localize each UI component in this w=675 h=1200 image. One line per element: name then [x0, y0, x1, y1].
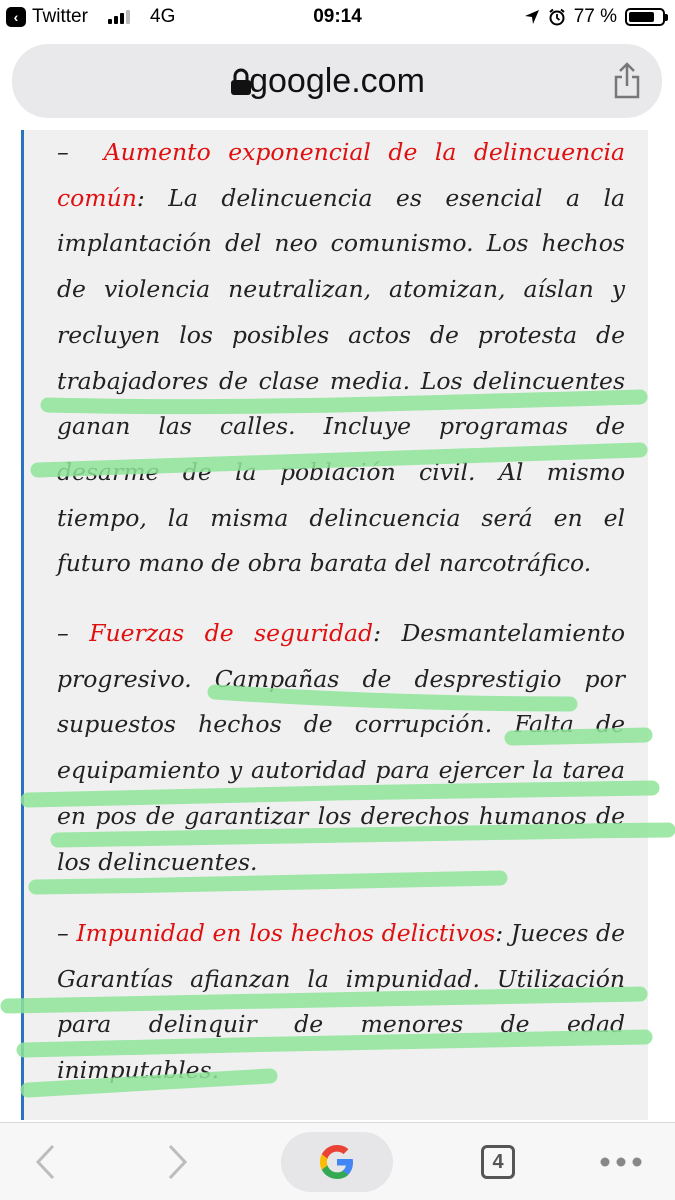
back-app-label: Twitter [32, 6, 88, 27]
article-paragraph [57, 911, 625, 1094]
back-arrow-icon: ‹ [6, 7, 26, 27]
article-paragraph [57, 130, 625, 587]
status-bar [0, 0, 675, 36]
alarm-clock-icon [548, 8, 566, 26]
article-blockquote [21, 130, 648, 1120]
paragraph-body: : Desmantelamiento progresivo. Campañas de desprestigio por supuestos hechos de corrupción. Falta de equipamiento y autoridad para ejercer la tarea en pos de garantizar los derechos humanos de los delincuentes. [57, 619, 625, 876]
google-logo-icon [317, 1142, 357, 1182]
browser-toolbar [0, 1122, 675, 1200]
share-icon[interactable] [612, 62, 642, 100]
clock: 09:14 [313, 6, 362, 27]
article-paragraph [57, 611, 625, 885]
tabs-count: 4 [481, 1145, 515, 1179]
chevron-right-icon [167, 1143, 189, 1181]
chevron-left-icon [34, 1143, 56, 1181]
paragraph-title: Fuerzas de seguridad [89, 619, 374, 647]
network-type: 4G [150, 6, 176, 27]
forward-button[interactable] [153, 1123, 203, 1200]
list-dash: – [57, 138, 69, 166]
back-button[interactable] [20, 1123, 70, 1200]
google-search-button[interactable] [281, 1132, 393, 1192]
paragraph-title: Impunidad en los hechos delictivos [76, 919, 496, 947]
list-dash: – [57, 919, 69, 947]
tabs-button[interactable] [478, 1123, 518, 1200]
location-arrow-icon [524, 9, 540, 25]
url-text: google.com [249, 62, 425, 100]
battery-percent: 77 % [573, 6, 617, 27]
list-dash: – [57, 619, 69, 647]
battery-icon [625, 8, 665, 26]
paragraph-title: Aumento exponencial de la delincuencia común [57, 138, 625, 212]
more-menu-button[interactable] [596, 1123, 646, 1200]
more-dots-icon [599, 1157, 643, 1167]
paragraph-body: : La delincuencia es esencial a la implantación del neo comunismo. Los hechos de violencia neutralizan, atomizan, aíslan y recluyen los posibles actos de protesta de trabajadores de clase media. Los delincuentes ganan las calles. Incluye programas de desarme de la población civil. Al mismo tiempo, la misma delincuencia será en el futuro mano de obra barata del narcotráfico. [57, 183, 625, 578]
address-bar[interactable] [12, 44, 662, 118]
paragraph-body: : Jueces de Garantías afianzan la impunidad. Utilización para delinquir de menores de edad inimputables. [57, 919, 625, 1085]
